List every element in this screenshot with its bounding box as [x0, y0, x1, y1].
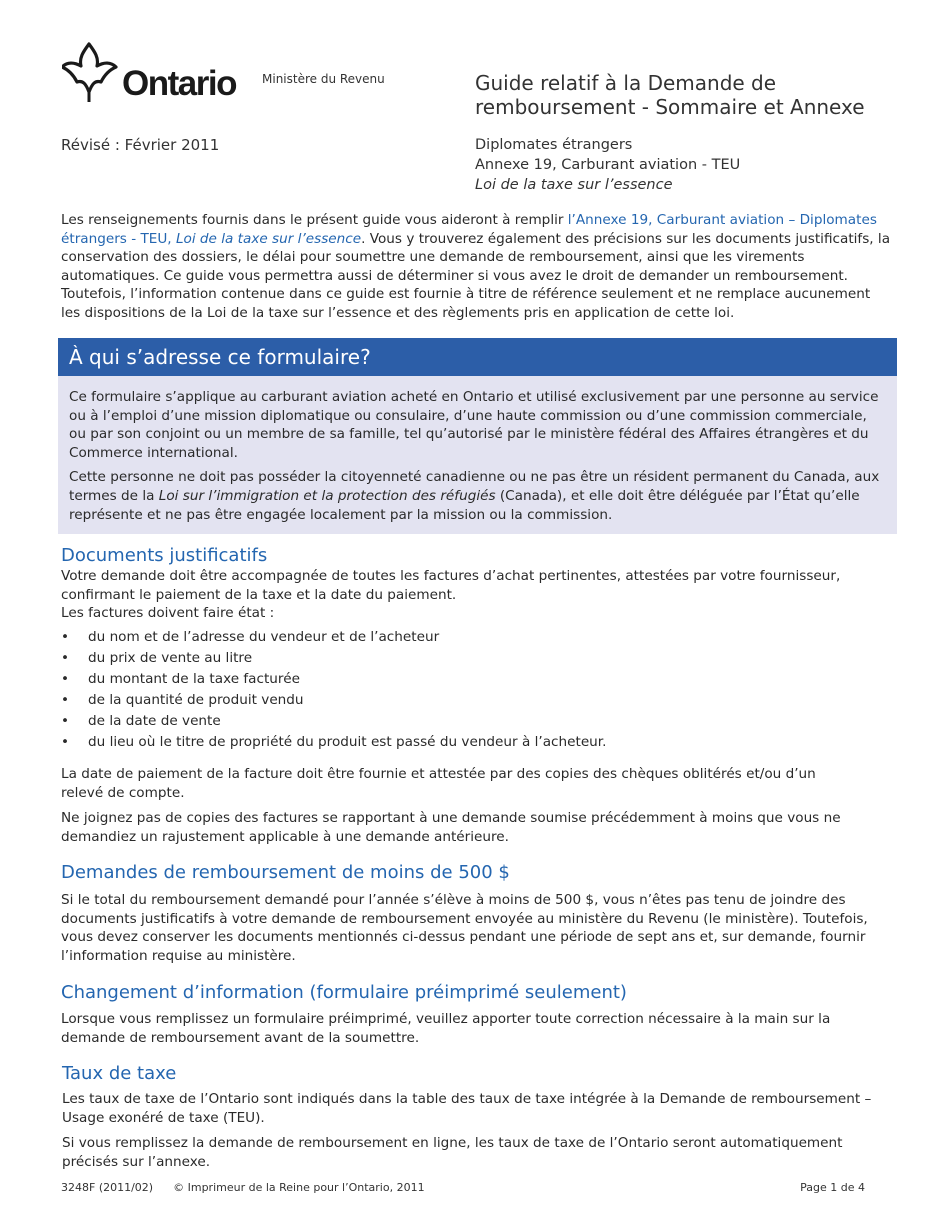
- list-item-text: du montant de la taxe facturée: [88, 671, 300, 687]
- under-500-paragraph: Si le total du remboursement demandé pour l’année s’élève à moins de 500 $, vous n’êtes pas tenu de joindre des documents justificatifs à votre demande de remboursement envoyée au ministère du Revenu (le ministère). Toutefois, vous devez conserver les documents mentionnés ci-dessus pendant une période de sept ans et, sur demande, fournir l’information requise au ministère.: [61, 892, 868, 964]
- list-item: [61, 690, 891, 711]
- revised-date: Révisé : Février 2011: [61, 136, 220, 154]
- copies-paragraph: Ne joignez pas de copies des factures se rapportant à une demande soumise précédemment à moins que vous ne demandiez un rajustement applicable à une demande antérieure.: [61, 810, 841, 845]
- who-paragraph-2-b: (Canada), et elle doit être déléguée par l’État qu’elle représente et ne pas être engagée localement par la mission ou la commission.: [69, 487, 860, 523]
- list-item-text: du prix de vente au litre: [88, 650, 253, 666]
- documents-line-3: Les factures doivent faire état :: [61, 605, 275, 622]
- annexe-19-link-label: l’Annexe 19, Carburant aviation – Diplomates étrangers - TEU,: [61, 212, 877, 247]
- copyright: © Imprimeur de la Reine pour l’Ontario, 2011: [173, 1181, 425, 1194]
- bullet-icon: •: [61, 734, 70, 750]
- section-heading-who: À qui s’adresse ce formulaire?: [58, 338, 897, 376]
- section-heading-under-500: Demandes de remboursement de moins de 500 $: [61, 862, 510, 883]
- payment-date-paragraph: La date de paiement de la facture doit être fournie et attestée par des copies des chèques oblitérés et/ou d’un relevé de compte.: [61, 766, 816, 801]
- bullet-icon: •: [61, 671, 70, 687]
- who-paragraph-2: [69, 468, 886, 524]
- change-paragraph: Lorsque vous remplissez un formulaire préimprimé, veuillez apporter toute correction nécessaire à la main sur la demande de remboursement avant de la soumettre.: [61, 1011, 831, 1046]
- intro-paragraph: [61, 211, 891, 323]
- bullet-icon: •: [61, 692, 70, 708]
- ontario-logo: [62, 40, 252, 106]
- tax-rates-paragraph-1: Les taux de taxe de l’Ontario sont indiqués dans la table des taux de taxe intégrée à la Demande de remboursement – Usage exonéré de taxe (TEU).: [62, 1091, 872, 1126]
- intro-text-2: . Vous y trouverez également des précisions sur les documents justificatifs, la conservation des dossiers, le délai pour soumettre une demande de remboursement, ainsi que les virements automatiques. Ce guide vous permettra aussi de déterminer si vous avez le droit de demander un remboursement. Toutefois, l’information contenue dans ce guide est fournie à titre de référence seulement et ne remplace aucunement les dispositions de la Loi de la taxe sur l’essence et des règlements pris en application de cette loi.: [61, 230, 891, 321]
- list-item: [61, 732, 891, 753]
- form-code: 3248F (2011/02): [61, 1181, 154, 1194]
- section-heading-documents: Documents justificatifs: [61, 545, 268, 566]
- list-item: [61, 648, 891, 669]
- title-line-2: remboursement - Sommaire et Annexe: [475, 95, 865, 119]
- subtitle-line-1: Diplomates étrangers: [475, 137, 633, 153]
- subtitle-line-2: Annexe 19, Carburant aviation - TEU: [475, 157, 741, 173]
- bullet-icon: •: [61, 713, 70, 729]
- document-subtitle: [475, 135, 915, 195]
- subtitle-line-3: Loi de la taxe sur l’essence: [475, 177, 673, 193]
- list-item-text: du nom et de l’adresse du vendeur et de l’acheteur: [88, 629, 440, 645]
- document-title: [475, 71, 915, 119]
- ministry-name: Ministère du Revenu: [262, 72, 385, 86]
- title-line-1: Guide relatif à la Demande de: [475, 71, 777, 95]
- list-item-text: de la quantité de produit vendu: [88, 692, 304, 708]
- list-item: [61, 627, 891, 648]
- annexe-19-link-act: Loi de la taxe sur l’essence: [175, 230, 362, 247]
- invoice-requirements-list: [61, 627, 891, 753]
- ontario-wordmark: Ontario: [122, 64, 236, 103]
- bullet-icon: •: [61, 650, 70, 666]
- who-paragraph-2-a: Cette personne ne doit pas posséder la citoyenneté canadienne ou ne pas être un résident permanent du Canada, aux termes de la: [69, 469, 880, 504]
- trillium-icon: [62, 40, 118, 104]
- bullet-icon: •: [61, 629, 70, 645]
- documents-line-2: confirmant le paiement de la taxe et la date du paiement.: [61, 586, 457, 603]
- list-item-text: de la date de vente: [88, 713, 221, 729]
- section-heading-tax-rates: Taux de taxe: [62, 1063, 177, 1084]
- documents-line-1: Votre demande doit être accompagnée de toutes les factures d’achat pertinentes, attestées par votre fournisseur,: [61, 568, 841, 584]
- intro-text-1: Les renseignements fournis dans le présent guide vous aideront à remplir: [61, 212, 568, 228]
- documents-intro: [61, 567, 891, 623]
- who-paragraph-1: Ce formulaire s’applique au carburant aviation acheté en Ontario et utilisé exclusivement par une personne au service ou à l’emploi d’une mission diplomatique ou consulaire, d’une haute commission ou d’une commission commerciale, ou par son conjoint ou un membre de sa famille, tel qu’autorisé par le ministère fédéral des Affaires étrangères et du Commerce international.: [69, 389, 879, 461]
- who-paragraph-2-act: Loi sur l’immigration et la protection des réfugiés: [158, 487, 496, 504]
- section-heading-change: Changement d’information (formulaire préimprimé seulement): [61, 982, 627, 1003]
- list-item: [61, 669, 891, 690]
- tax-rates-paragraph-2: Si vous remplissez la demande de remboursement en ligne, les taux de taxe de l’Ontario seront automatiquement précisés sur l’annexe.: [62, 1135, 843, 1170]
- list-item-text: du lieu où le titre de propriété du produit est passé du vendeur à l’acheteur.: [88, 734, 607, 750]
- page-number: Page 1 de 4: [800, 1181, 865, 1194]
- list-item: [61, 711, 891, 732]
- footer-left: [61, 1181, 425, 1194]
- who-section-body: [58, 376, 897, 534]
